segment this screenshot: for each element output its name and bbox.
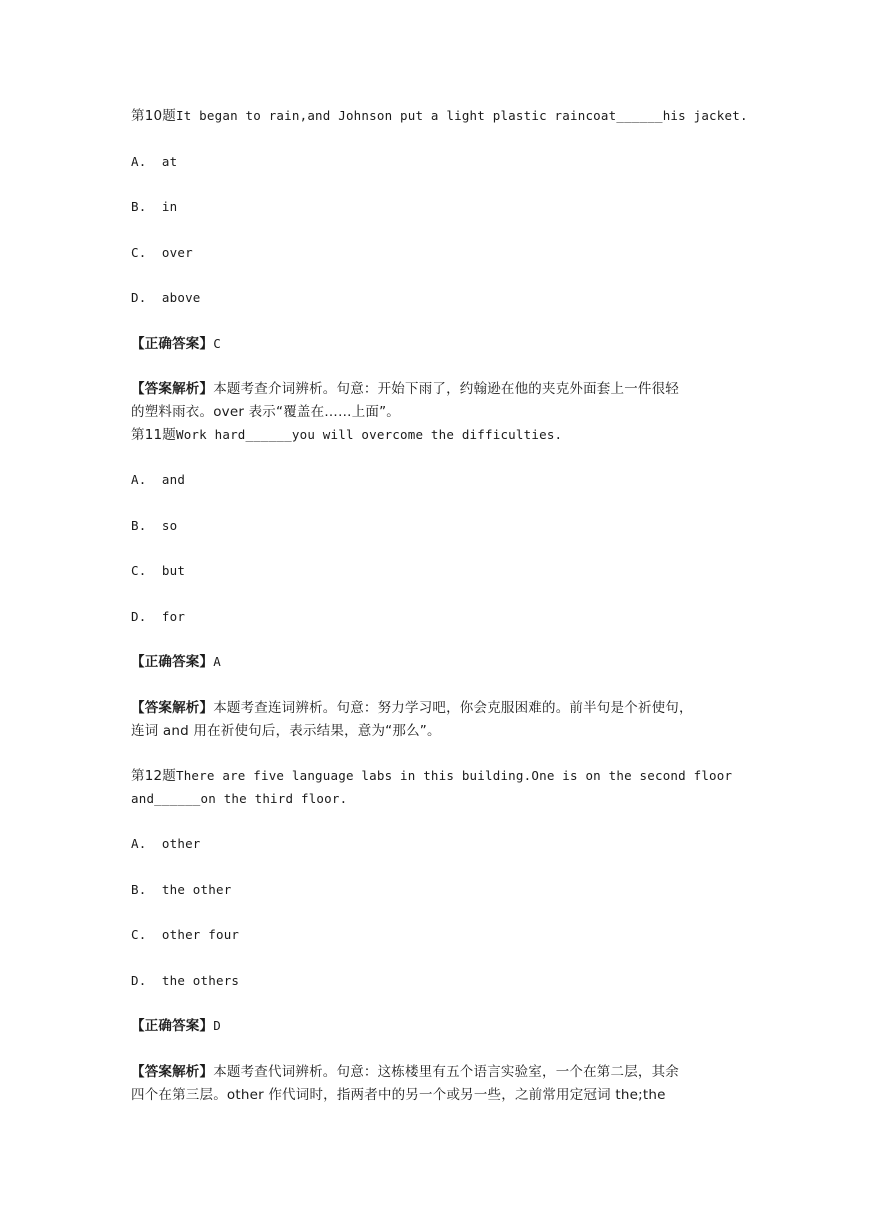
q12-analysis-text1: 本题考查代词辨析。句意：这栋楼里有五个语言实验室，一个在第二层，其余 [213,1064,680,1080]
q11-option-b: B. so [131,518,178,533]
q11-analysis-text1: 本题考查连词辨析。句意：努力学习吧，你会克服困难的。前半句是个祈使句， [213,700,693,716]
q12-option-c: C. other four [131,927,240,942]
q10-stem-text: It began to rain,and Johnson put a light plastic raincoat______his jacket. [175,108,748,123]
q12-stem-line1 [131,768,732,784]
q10-answer-label: 【正确答案】 [131,336,214,352]
q12-option-d: D. the others [131,973,240,988]
q11-analysis-label: 【答案解析】 [131,700,214,716]
q12-answer [131,1018,221,1034]
q11-number: 第11题 [131,427,176,443]
q12-answer-label: 【正确答案】 [131,1018,214,1034]
q11-stem-text: Work hard______you will overcome the difficulties. [175,427,563,442]
q11-analysis-line1 [131,700,693,716]
q12-analysis-line1 [131,1064,679,1080]
q10-analysis-line1 [131,381,679,397]
q10-answer [131,336,221,352]
q11-answer [131,654,221,670]
q11-answer-value: A [213,654,221,669]
q12-stem-line2: and______on the third floor. [131,791,348,806]
q10-number: 第10题 [131,108,176,124]
q10-option-b: B. in [131,199,178,214]
q11-option-a: A. and [131,472,186,487]
q11-answer-label: 【正确答案】 [131,654,214,670]
q10-analysis-label: 【答案解析】 [131,381,214,397]
q12-answer-value: D [213,1018,221,1033]
q10-analysis-line2: 的塑料雨衣。over 表示“覆盖在……上面”。 [131,404,400,420]
q12-option-a: A. other [131,836,201,851]
q11-stem [131,427,562,443]
q11-option-c: C. but [131,563,186,578]
q10-answer-value: C [213,336,221,351]
q12-analysis-line2: 四个在第三层。other 作代词时，指两者中的另一个或另一些，之前常用定冠词 the;the [131,1087,666,1103]
q12-stem-text1: There are five language labs in this building.One is on the second floor [175,768,733,783]
q11-option-d: D. for [131,609,186,624]
q12-option-b: B. the other [131,882,232,897]
q10-option-a: A. at [131,154,178,169]
q10-analysis-text1: 本题考查介词辨析。句意：开始下雨了，约翰逊在他的夹克外面套上一件很轻 [213,381,680,397]
q12-number: 第12题 [131,768,176,784]
q12-analysis-label: 【答案解析】 [131,1064,214,1080]
q10-stem [131,108,748,124]
q10-option-c: C. over [131,245,193,260]
q11-analysis-line2: 连词 and 用在祈使句后，表示结果，意为“那么”。 [131,723,441,739]
q10-option-d: D. above [131,290,201,305]
